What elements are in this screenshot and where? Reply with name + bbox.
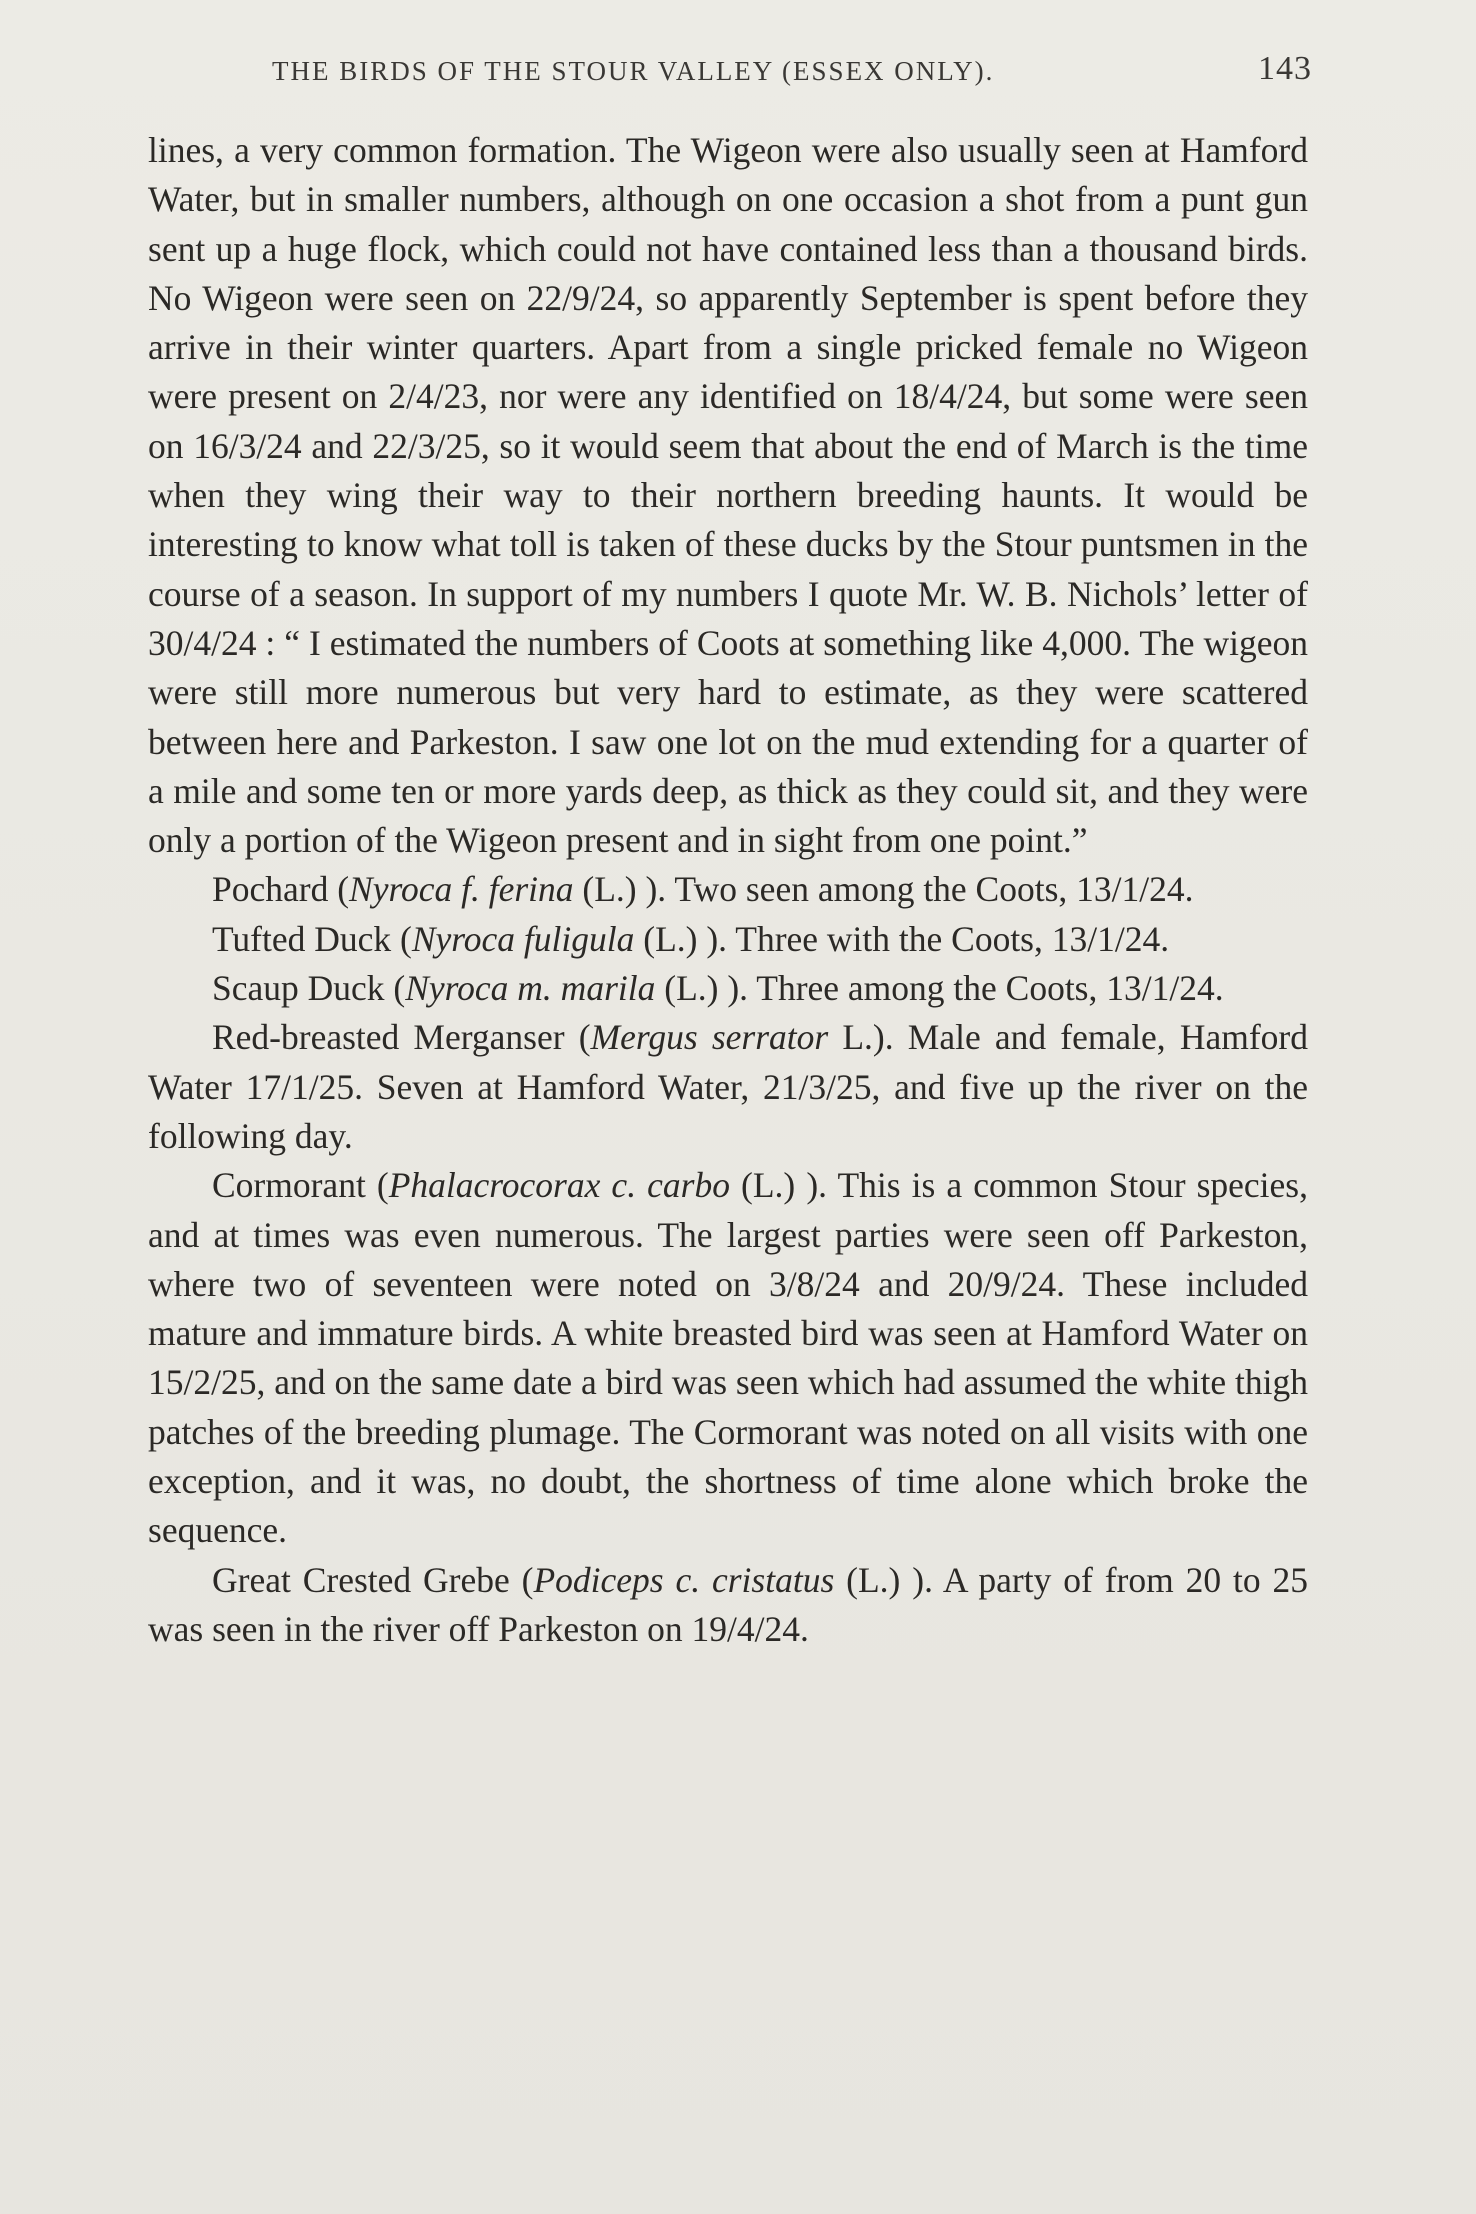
tufted-duck-latin-name: Nyroca fuligula — [411, 918, 635, 959]
running-head — [272, 50, 1312, 94]
grebe-entry — [148, 1556, 1308, 1655]
wigeon-paragraph: lines, a very common formation. The Wigeon were also usually seen at Hamford Water, but in smaller numbers, although on one occasion a shot from a punt gun sent up a huge flock, which could not have contained less than a thousand birds. No Wigeon were seen on 22/9/24, so apparently September is spent before they arrive in their winter quarters. Apart from a single pricked female no Wigeon were present on 2/4/23, nor were any identified on 18/4/24, but some were seen on 16/3/24 and 22/3/25, so it would seem that about the end of March is the time when they wing their way to their northern breeding haunts. It would be interesting to know what toll is taken of these ducks by the Stour puntsmen in the course of a season. In support of my numbers I quote Mr. W. B. Nichols’ letter of 30/4/24 : “ I estimated the numbers of Coots at something like 4,000. The wigeon were still more numerous but very hard to estimate, as they were scattered between here and Parkeston. I saw one lot on the mud extending for a quarter of a mile and some ten or more yards deep, as thick as they could sit, and they were only a portion of the Wigeon present and in sight from one point.” — [148, 130, 1308, 861]
pochard-name: Pochard ( — [212, 869, 350, 910]
tufted-duck-text: (L.) ). Three with the Coots, 13/1/24. — [634, 918, 1170, 959]
running-title: THE BIRDS OF THE STOUR VALLEY (ESSEX ONLY). — [272, 56, 995, 86]
scaup-duck-name: Scaup Duck ( — [212, 968, 406, 1009]
cormorant-latin-name: Phalacrocorax c. carbo — [388, 1165, 730, 1206]
pochard-text: (L.) ). Two seen among the Coots, 13/1/24. — [573, 869, 1194, 910]
tufted-duck-name: Tufted Duck ( — [212, 918, 412, 959]
page-number: 143 — [1258, 50, 1312, 87]
pochard-entry — [148, 865, 1308, 914]
body-text — [148, 126, 1308, 1654]
merganser-entry — [148, 1013, 1308, 1161]
grebe-text: (L.) ). A party of from 20 to 25 was seen in the river off Parkeston on 19/4/24. — [148, 1559, 1308, 1649]
scaup-duck-entry — [148, 964, 1308, 1013]
scaup-duck-text: (L.) ). Three among the Coots, 13/1/24. — [655, 968, 1224, 1009]
merganser-text: L.). Male and female, Hamford Water 17/1/25. Seven at Hamford Water, 21/3/25, and five up the river on the following day. — [148, 1017, 1308, 1156]
tufted-duck-entry — [148, 915, 1308, 964]
scaup-duck-latin-name: Nyroca m. marila — [405, 968, 656, 1009]
cormorant-name: Cormorant ( — [212, 1165, 389, 1206]
cormorant-text: (L.) ). This is a common Stour species, and at times was even numerous. The largest parties were seen off Parkeston, where two of seventeen were noted on 3/8/24 and 20/9/24. These included mature and immature birds. A white breasted bird was seen at Hamford Water on 15/2/25, and on the same date a bird was seen which had assumed the white thigh patches of the breeding plumage. The Cormorant was noted on all visits with one exception, and it was, no doubt, the shortness of time alone which broke the sequence. — [148, 1165, 1308, 1551]
grebe-name: Great Crested Grebe ( — [212, 1559, 534, 1600]
grebe-latin-name: Podiceps c. cristatus — [533, 1559, 835, 1600]
cormorant-entry — [148, 1161, 1308, 1555]
merganser-name: Red-breasted Merganser ( — [212, 1017, 591, 1058]
merganser-latin-name: Mergus serrator — [590, 1017, 829, 1058]
pochard-latin-name: Nyroca f. ferina — [349, 869, 574, 910]
